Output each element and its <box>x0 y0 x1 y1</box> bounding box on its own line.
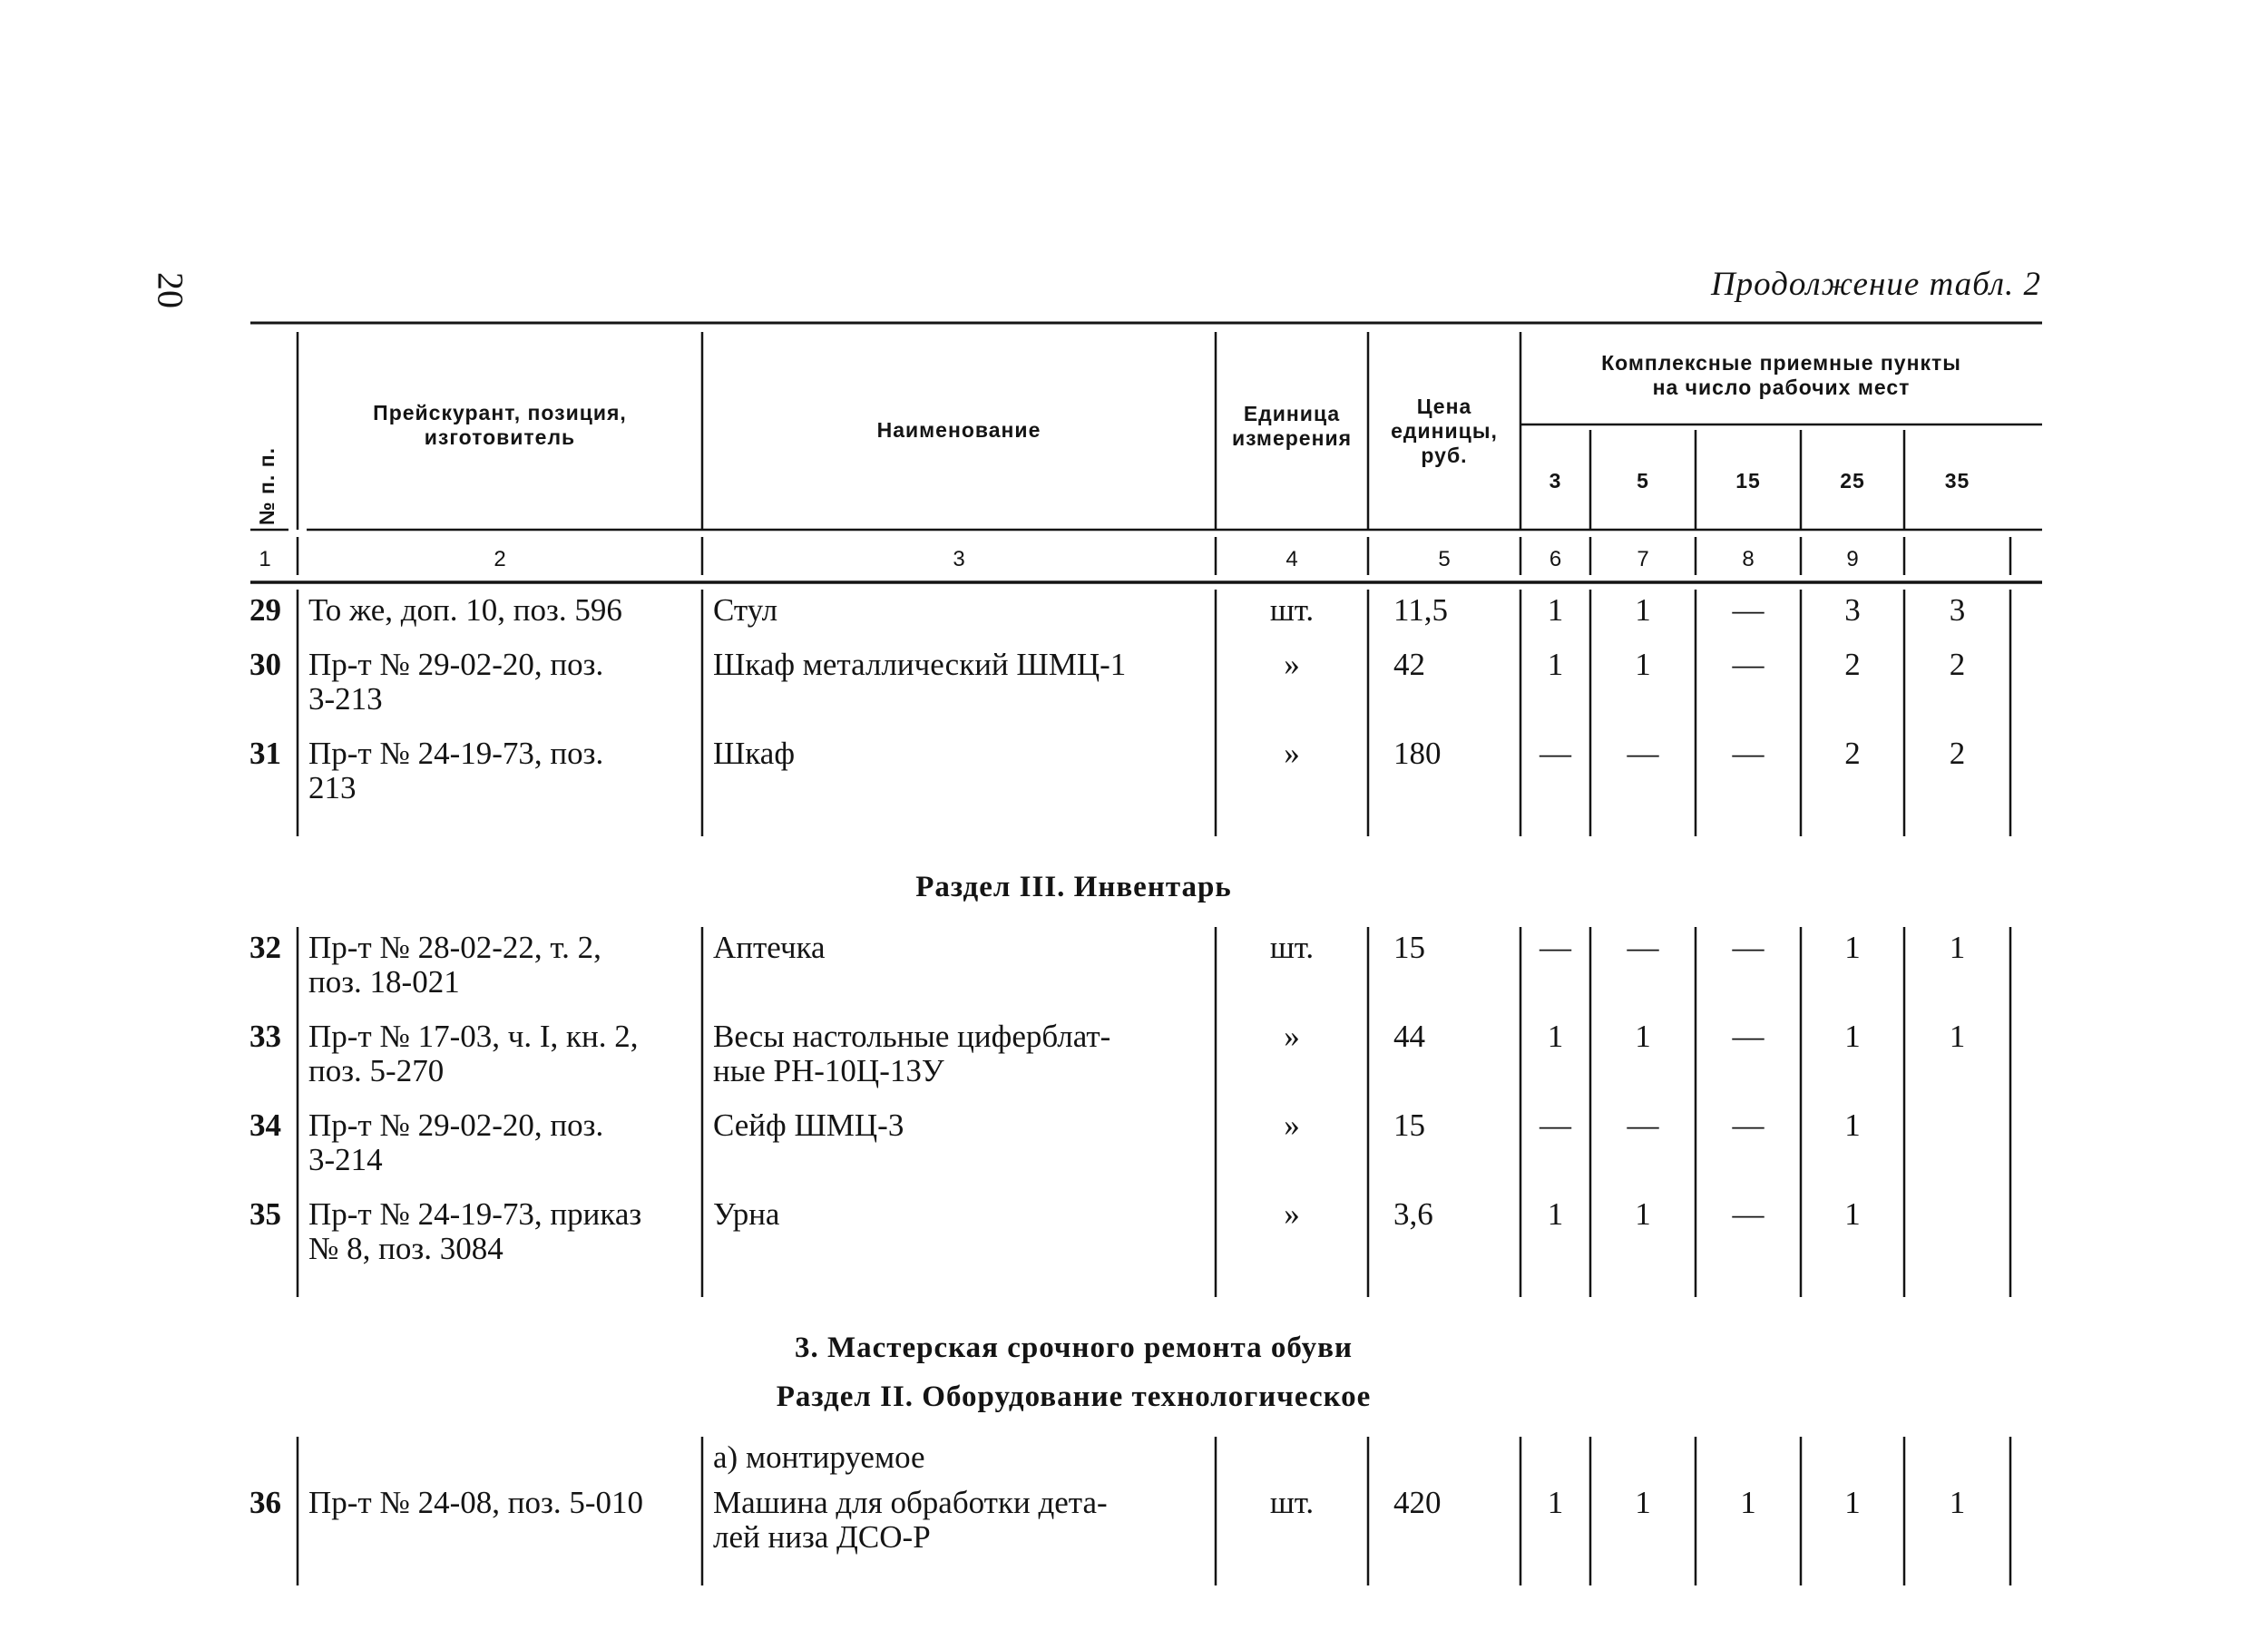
row-unit: » <box>1284 1107 1300 1143</box>
header-workplaces: 3 <box>1549 469 1562 493</box>
column-number: 6 <box>1549 547 1562 571</box>
row-quantity: 1 <box>1844 1107 1861 1143</box>
section-heading: 3. Мастерская срочного ремонта обуви <box>795 1332 1353 1364</box>
row-quantity: — <box>1732 592 1765 628</box>
row-quantity: 1 <box>1844 1485 1861 1520</box>
row-price: 3,6 <box>1393 1196 1433 1232</box>
row-quantity: 1 <box>1547 1485 1564 1520</box>
header-group: на число рабочих мест <box>1652 376 1911 399</box>
row-unit: шт. <box>1269 930 1315 965</box>
section-heading: Раздел II. Оборудование технологическое <box>776 1380 1372 1413</box>
row-quantity: 1 <box>1844 1196 1861 1232</box>
header-workplaces: 15 <box>1735 469 1761 493</box>
row-source: Пр-т № 24-19-73, поз. <box>308 736 604 771</box>
row-quantity: — <box>1540 736 1571 771</box>
row-source: Пр-т № 29-02-20, поз. <box>308 1107 604 1143</box>
column-number: 8 <box>1742 547 1755 571</box>
row-unit: шт. <box>1269 592 1315 628</box>
row-price: 420 <box>1393 1485 1442 1520</box>
row-quantity: 1 <box>1547 592 1564 628</box>
header-price: руб. <box>1421 444 1468 467</box>
row-price: 11,5 <box>1393 592 1448 628</box>
row-quantity: 1 <box>1547 1196 1564 1232</box>
header-unit: Единица <box>1243 402 1341 425</box>
row-quantity: 1 <box>1949 930 1966 965</box>
row-number: 34 <box>249 1107 281 1143</box>
row-price: 42 <box>1393 647 1425 682</box>
row-quantity: — <box>1627 736 1659 771</box>
header-workplaces: 5 <box>1637 469 1649 493</box>
row-name: Шкаф металлический ШМЦ-1 <box>713 647 1127 682</box>
row-quantity: 3 <box>1949 592 1966 628</box>
row-quantity: 1 <box>1635 1485 1651 1520</box>
row-number: 31 <box>249 736 281 771</box>
row-source: Пр-т № 17-03, ч. I, кн. 2, <box>308 1019 639 1054</box>
row-price: 44 <box>1393 1019 1425 1054</box>
row-name: Стул <box>713 592 778 628</box>
row-number: 33 <box>249 1019 281 1054</box>
continuation-label: Продолжение табл. 2 <box>1710 266 2041 303</box>
row-quantity: — <box>1540 930 1571 965</box>
equipment-table-drawing <box>249 323 2042 1555</box>
header-price-list: изготовитель <box>424 425 576 449</box>
row-number: 36 <box>249 1485 281 1520</box>
row-quantity: 1 <box>1844 1019 1861 1054</box>
column-number: 2 <box>494 547 506 571</box>
column-number: 1 <box>259 547 271 571</box>
row-quantity: — <box>1732 736 1765 771</box>
row-quantity: 1 <box>1844 930 1861 965</box>
row-quantity: 2 <box>1949 736 1966 771</box>
row-quantity: — <box>1732 1107 1765 1143</box>
row-source: Пр-т № 29-02-20, поз. <box>308 647 604 682</box>
row-unit: » <box>1284 1019 1300 1054</box>
row-source: поз. 18-021 <box>308 964 460 1000</box>
row-source: Пр-т № 24-19-73, приказ <box>308 1196 642 1232</box>
row-quantity: 1 <box>1635 592 1651 628</box>
row-quantity: 1 <box>1635 1019 1651 1054</box>
row-unit: шт. <box>1269 1485 1315 1520</box>
header-num: № п. п. <box>255 447 279 525</box>
row-quantity: — <box>1540 1107 1571 1143</box>
row-price: 180 <box>1393 736 1442 771</box>
header-price: единицы, <box>1391 419 1498 443</box>
header-workplaces: 25 <box>1840 469 1865 493</box>
row-name: Шкаф <box>713 736 795 771</box>
section-heading: Раздел III. Инвентарь <box>915 871 1232 903</box>
row-name: Аптечка <box>713 930 826 965</box>
row-quantity: 2 <box>1844 647 1861 682</box>
row-source: То же, доп. 10, поз. 596 <box>308 592 622 628</box>
row-number: 29 <box>249 592 281 628</box>
column-number: 7 <box>1637 547 1649 571</box>
row-quantity: 2 <box>1949 647 1966 682</box>
row-source: поз. 5-270 <box>308 1053 445 1088</box>
row-quantity: 1 <box>1635 1196 1651 1232</box>
row-quantity: 1 <box>1949 1019 1966 1054</box>
column-number: 5 <box>1438 547 1451 571</box>
header-price-list: Прейскурант, позиция, <box>373 401 627 424</box>
row-quantity: 1 <box>1740 1485 1756 1520</box>
row-source: № 8, поз. 3084 <box>308 1231 503 1266</box>
page-number: 20 <box>150 272 191 308</box>
row-unit: » <box>1284 736 1300 771</box>
row-name: Весы настольные циферблат- <box>713 1019 1111 1054</box>
header-group: Комплексные приемные пункты <box>1601 351 1961 375</box>
row-source: 3-213 <box>308 681 383 717</box>
row-quantity: 1 <box>1949 1485 1966 1520</box>
row-quantity: 3 <box>1844 592 1861 628</box>
header-name: Наименование <box>876 418 1041 442</box>
subheading: а) монтируемое <box>713 1439 925 1475</box>
row-source: Пр-т № 28-02-22, т. 2, <box>308 930 601 965</box>
row-price: 15 <box>1393 930 1425 965</box>
row-quantity: — <box>1732 647 1765 682</box>
row-quantity: 2 <box>1844 736 1861 771</box>
row-quantity: — <box>1732 1019 1765 1054</box>
row-source: 213 <box>308 770 357 805</box>
row-name: Сейф ШМЦ-3 <box>713 1107 904 1143</box>
row-name: Машина для обработки дета- <box>713 1485 1108 1520</box>
header-unit: измерения <box>1231 426 1353 450</box>
row-unit: » <box>1284 647 1300 682</box>
row-quantity: 1 <box>1635 647 1651 682</box>
row-name: Урна <box>713 1196 780 1232</box>
column-number: 4 <box>1286 547 1298 571</box>
row-price: 15 <box>1393 1107 1425 1143</box>
row-source: Пр-т № 24-08, поз. 5-010 <box>308 1485 643 1520</box>
row-number: 35 <box>249 1196 281 1232</box>
row-quantity: 1 <box>1547 647 1564 682</box>
row-unit: » <box>1284 1196 1300 1232</box>
row-source: 3-214 <box>308 1142 383 1177</box>
row-number: 30 <box>249 647 281 682</box>
row-quantity: — <box>1732 1196 1765 1232</box>
row-quantity: — <box>1732 930 1765 965</box>
equipment-table <box>249 323 2042 1555</box>
header-workplaces: 35 <box>1944 469 1970 493</box>
header-price: Цена <box>1416 395 1472 418</box>
column-number: 3 <box>953 547 965 571</box>
row-name: лей низа ДСО-Р <box>713 1519 931 1555</box>
column-number: 9 <box>1846 547 1859 571</box>
row-quantity: 1 <box>1547 1019 1564 1054</box>
row-name: ные РН-10Ц-13У <box>713 1053 944 1088</box>
row-quantity: — <box>1627 930 1659 965</box>
row-number: 32 <box>249 930 281 965</box>
row-quantity: — <box>1627 1107 1659 1143</box>
